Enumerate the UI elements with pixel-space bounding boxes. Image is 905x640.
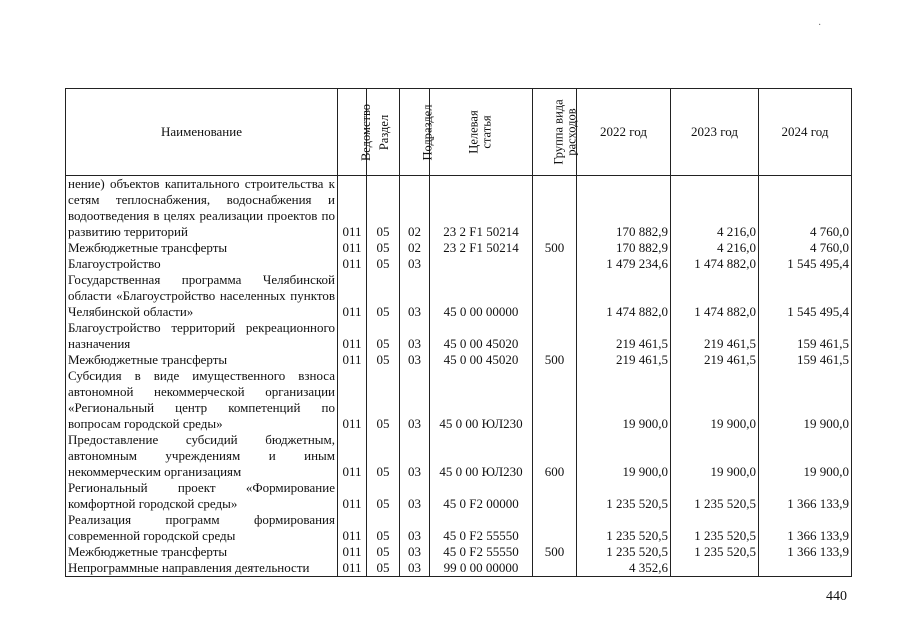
table-row [66,256,852,272]
table-header-row [66,89,852,176]
row-amount-2022: 19 900,0 [577,432,671,480]
row-department: 011 [338,480,367,512]
row-target-item: 45 0 00 ЮЛ230 [430,368,533,432]
row-section: 05 [367,272,400,320]
row-expense-group: 500 [533,544,577,560]
row-department: 011 [338,512,367,544]
row-section: 05 [367,560,400,577]
row-target-item: 99 0 00 00000 [430,560,533,577]
row-amount-2023: 219 461,5 [671,352,759,368]
row-amount-2023: 1 235 520,5 [671,480,759,512]
header-department [338,89,374,176]
header-section-label: Раздел [377,114,392,151]
header-expense-group-label: Группа вида расходов [551,98,579,165]
row-name: Реализация программ формирования современной городской среды [66,512,338,544]
row-expense-group [533,480,577,512]
row-amount-2024: 4 760,0 [759,240,852,256]
row-amount-2022: 219 461,5 [577,352,671,368]
row-amount-2022: 219 461,5 [577,320,671,352]
row-amount-2022: 1 479 234,6 [577,256,671,272]
row-subsection: 03 [400,544,430,560]
row-target-item: 45 0 00 45020 [430,352,533,368]
row-name: Субсидия в виде имущественного взноса автономной некоммерческой организации «Региональный центр компетенций по вопросам городской среды» [66,368,338,432]
header-subsection-label: Подраздел [420,104,435,161]
row-subsection: 03 [400,560,430,577]
row-name: Благоустройство территорий рекреационного назначения [66,320,338,352]
row-amount-2023: 19 900,0 [671,368,759,432]
row-expense-group [533,512,577,544]
row-amount-2023: 4 216,0 [671,176,759,241]
table-row [66,368,852,432]
row-amount-2023 [671,560,759,577]
row-subsection: 02 [400,176,430,241]
row-expense-group [533,176,577,241]
row-amount-2023: 1 474 882,0 [671,272,759,320]
row-department: 011 [338,560,367,577]
row-department: 011 [338,272,367,320]
row-target-item: 45 0 00 45020 [430,320,533,352]
table-row [66,352,852,368]
header-department-label: Ведомство [359,103,374,162]
header-year-2022: 2022 год [577,89,671,176]
row-amount-2023: 1 474 882,0 [671,256,759,272]
row-section: 05 [367,512,400,544]
row-amount-2024: 159 461,5 [759,352,852,368]
header-target-item [430,89,533,176]
row-amount-2022: 170 882,9 [577,176,671,241]
row-amount-2023: 19 900,0 [671,432,759,480]
page-number: 440 [826,589,847,604]
row-amount-2022: 170 882,9 [577,240,671,256]
row-section: 05 [367,320,400,352]
row-amount-2022: 1 235 520,5 [577,480,671,512]
row-amount-2024: 1 366 133,9 [759,544,852,560]
row-target-item [430,256,533,272]
row-target-item: 45 0 F2 55550 [430,512,533,544]
row-department: 011 [338,352,367,368]
row-subsection: 03 [400,480,430,512]
header-expense-group [533,89,577,176]
row-target-item: 45 0 00 ЮЛ230 [430,432,533,480]
row-subsection: 03 [400,432,430,480]
row-section: 05 [367,352,400,368]
row-subsection: 03 [400,512,430,544]
row-subsection: 02 [400,240,430,256]
row-section: 05 [367,368,400,432]
table-row [66,432,852,480]
row-target-item: 23 2 F1 50214 [430,176,533,241]
row-department: 011 [338,256,367,272]
scan-mark: · [818,20,822,31]
row-section: 05 [367,176,400,241]
budget-table [65,88,852,577]
table-row [66,560,852,577]
row-name: Межбюджетные трансферты [66,544,338,560]
row-name: Межбюджетные трансферты [66,240,338,256]
row-amount-2024: 1 545 495,4 [759,256,852,272]
row-target-item: 23 2 F1 50214 [430,240,533,256]
row-expense-group: 600 [533,432,577,480]
header-section [367,89,400,176]
row-target-item: 45 0 00 00000 [430,272,533,320]
row-name: Предоставление субсидий бюджетным, автономным учреждениям и иным некоммерческим организациям [66,432,338,480]
row-amount-2024: 19 900,0 [759,368,852,432]
row-amount-2022: 1 235 520,5 [577,544,671,560]
row-expense-group [533,272,577,320]
row-section: 05 [367,256,400,272]
row-amount-2022: 4 352,6 [577,560,671,577]
row-expense-group: 500 [533,240,577,256]
row-name: Благоустройство [66,256,338,272]
row-section: 05 [367,432,400,480]
row-subsection: 03 [400,368,430,432]
row-target-item: 45 0 F2 55550 [430,544,533,560]
row-section: 05 [367,480,400,512]
row-expense-group [533,560,577,577]
header-target-item-label: Целевая статья [467,109,494,154]
row-name: Государственная программа Челябинской области «Благоустройство населенных пунктов Челябинской области» [66,272,338,320]
row-department: 011 [338,544,367,560]
table-row [66,176,852,241]
row-amount-2024: 19 900,0 [759,432,852,480]
row-amount-2024: 1 366 133,9 [759,480,852,512]
row-amount-2024: 1 366 133,9 [759,512,852,544]
row-expense-group [533,320,577,352]
table-row [66,272,852,320]
row-subsection: 03 [400,320,430,352]
row-name: Межбюджетные трансферты [66,352,338,368]
header-name: Наименование [66,89,338,176]
table-row [66,512,852,544]
row-name: нение) объектов капитального строительства к сетям теплоснабжения, водоснабжения и водоотведения в целях реализации проектов по развитию территорий [66,176,338,241]
row-section: 05 [367,544,400,560]
row-subsection: 03 [400,352,430,368]
row-expense-group: 500 [533,352,577,368]
row-amount-2024: 4 760,0 [759,176,852,241]
table-row [66,320,852,352]
row-amount-2023: 1 235 520,5 [671,544,759,560]
header-subsection [400,89,435,176]
row-expense-group [533,256,577,272]
row-subsection: 03 [400,272,430,320]
row-amount-2023: 4 216,0 [671,240,759,256]
table-row [66,544,852,560]
table-row [66,240,852,256]
row-department: 011 [338,176,367,241]
row-department: 011 [338,240,367,256]
row-expense-group [533,368,577,432]
header-year-2023: 2023 год [671,89,759,176]
row-amount-2023: 219 461,5 [671,320,759,352]
row-amount-2024 [759,560,852,577]
row-subsection: 03 [400,256,430,272]
row-amount-2023: 1 235 520,5 [671,512,759,544]
row-amount-2022: 19 900,0 [577,368,671,432]
row-amount-2022: 1 474 882,0 [577,272,671,320]
row-target-item: 45 0 F2 00000 [430,480,533,512]
row-amount-2024: 159 461,5 [759,320,852,352]
row-amount-2022: 1 235 520,5 [577,512,671,544]
row-department: 011 [338,432,367,480]
row-name: Непрограммные направления деятельности [66,560,338,577]
row-name: Региональный проект «Формирование комфортной городской среды» [66,480,338,512]
row-section: 05 [367,240,400,256]
row-department: 011 [338,320,367,352]
row-amount-2024: 1 545 495,4 [759,272,852,320]
table-row [66,480,852,512]
row-department: 011 [338,368,367,432]
header-year-2024: 2024 год [759,89,852,176]
